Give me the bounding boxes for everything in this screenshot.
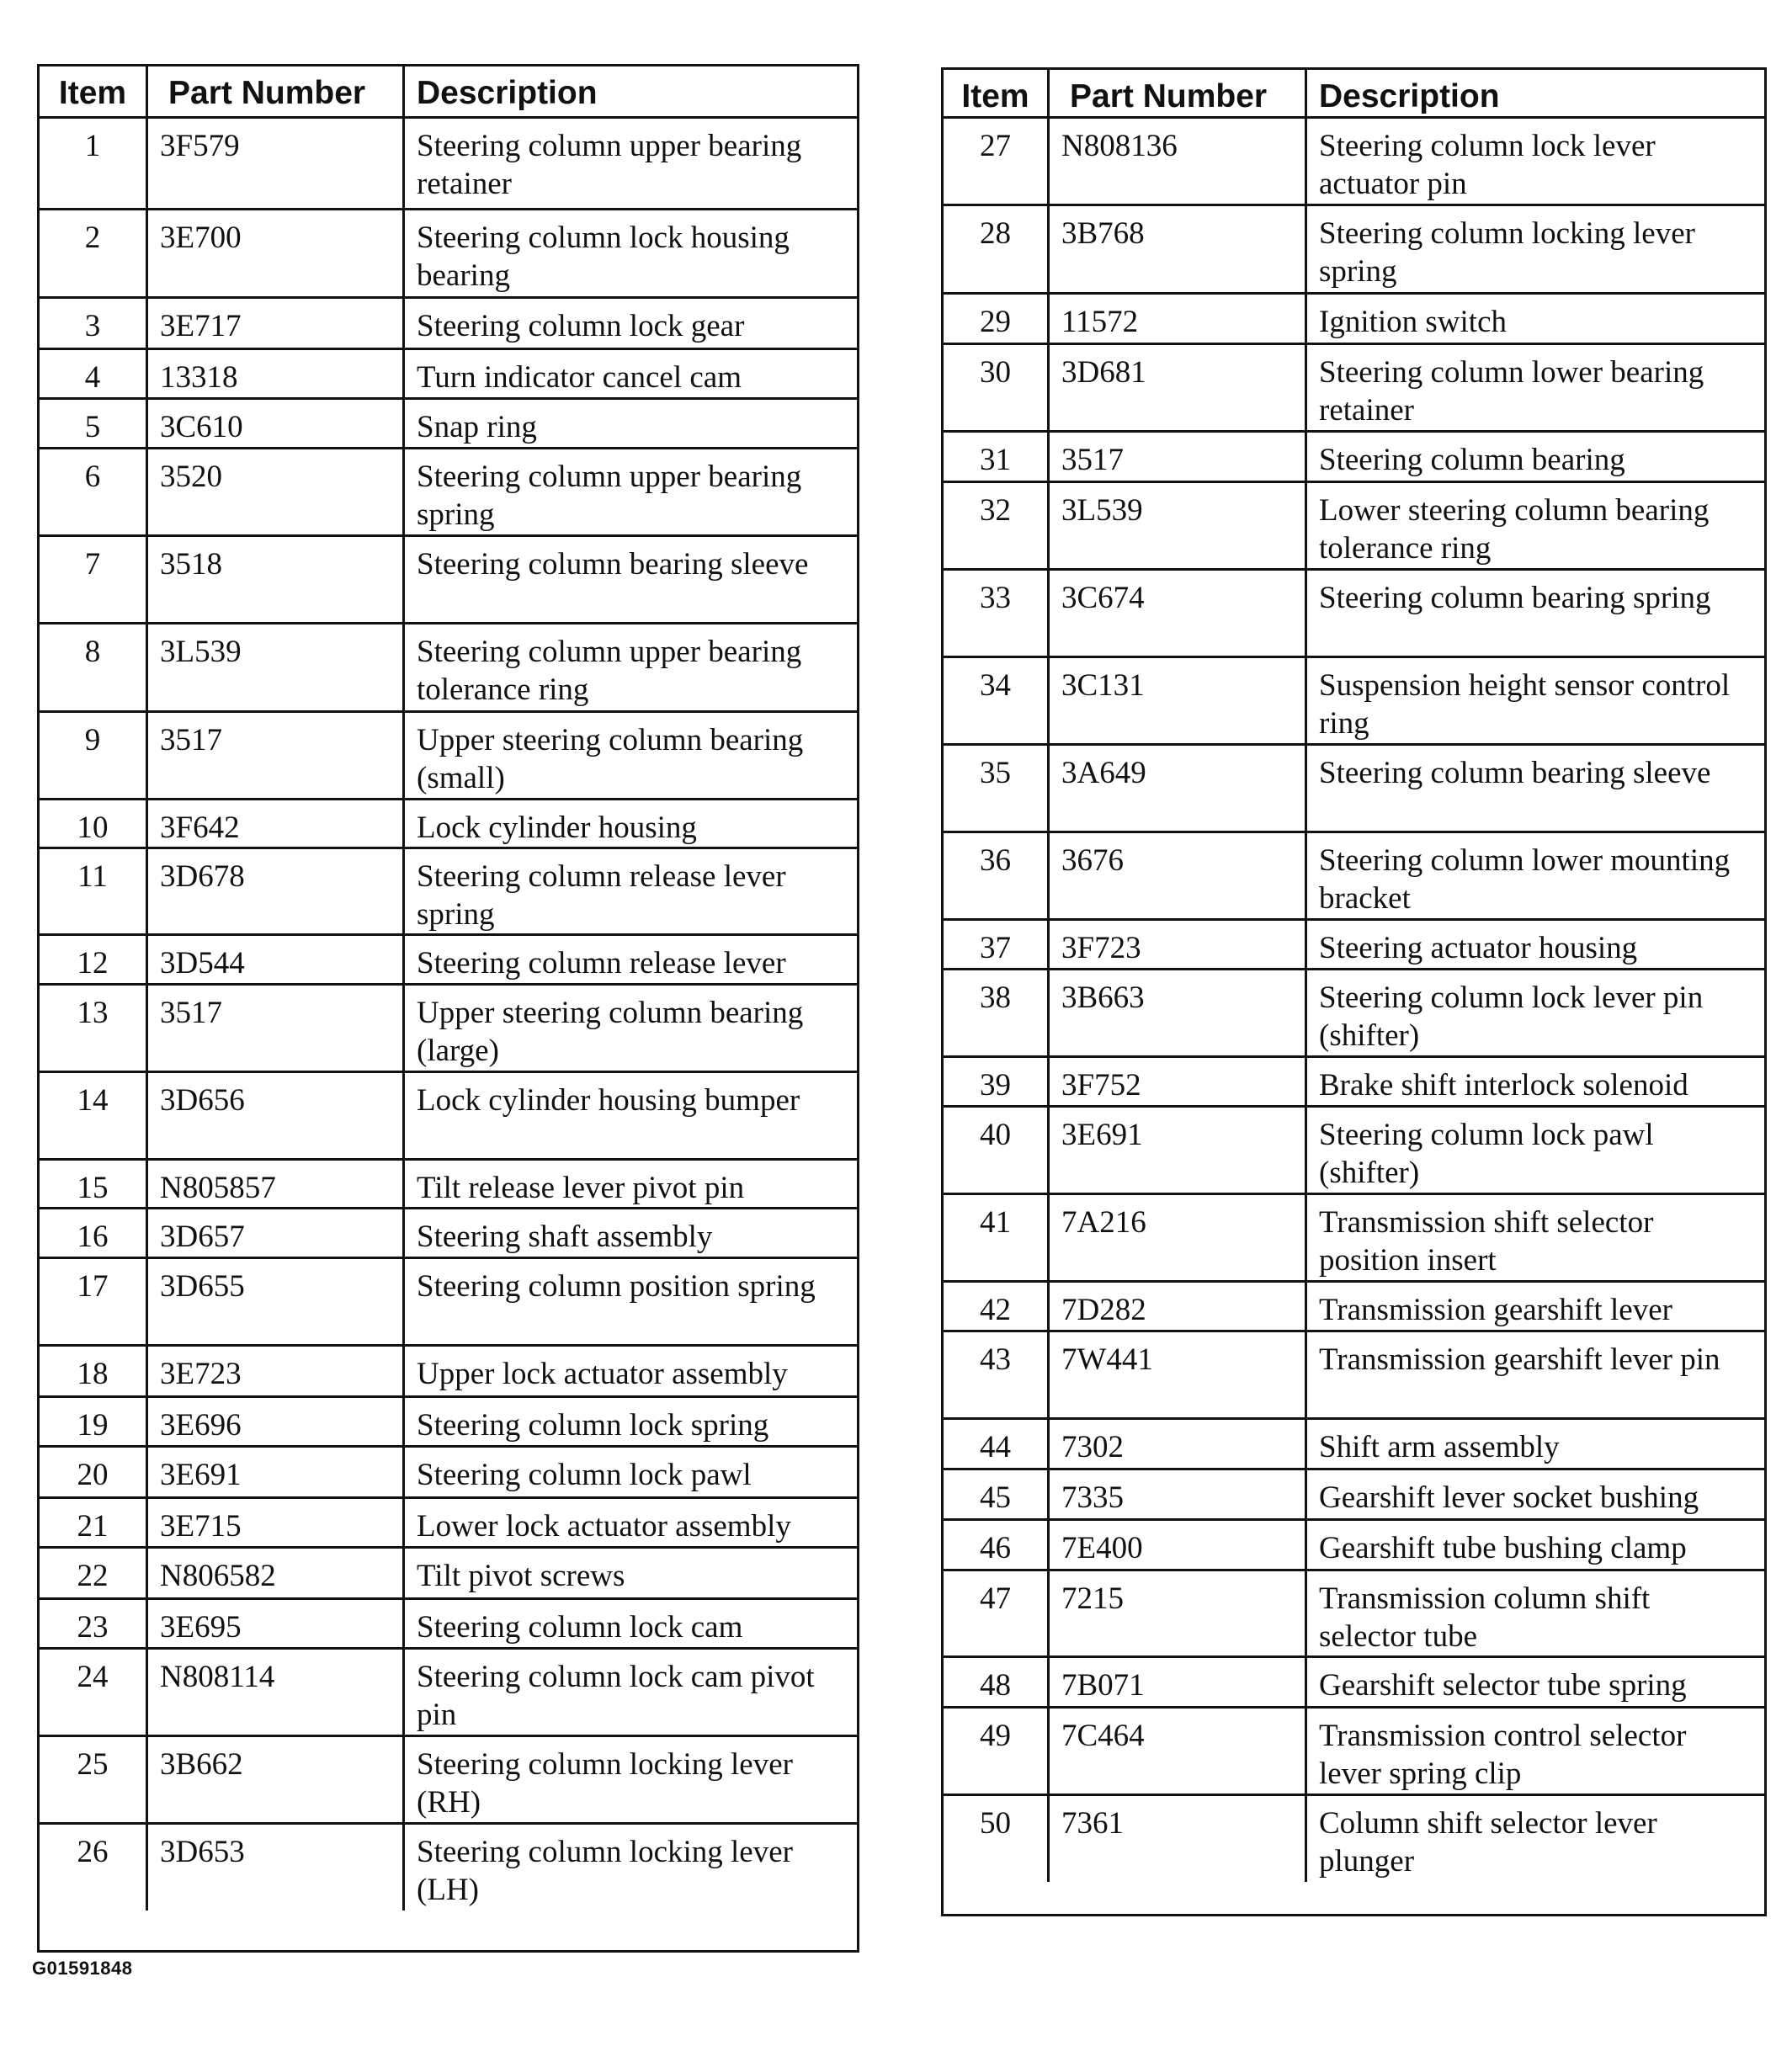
item-number-cell: 50 [944, 1796, 1050, 1882]
part-number-cell: 3D544 [148, 936, 405, 986]
part-number-cell: 7D282 [1050, 1283, 1307, 1332]
part-number-cell: 3L539 [1050, 483, 1307, 571]
description-cell: Steering column locking lever (RH) [405, 1737, 857, 1825]
description-cell: Steering column bearing spring [1307, 571, 1764, 658]
part-number-cell: 3F723 [1050, 921, 1307, 970]
description-cell: Tilt pivot screws [405, 1549, 857, 1600]
description-cell: Steering column lock spring [405, 1398, 857, 1448]
description-cell: Steering column upper bearing retainer [405, 119, 857, 210]
part-number-cell: 7335 [1050, 1470, 1307, 1521]
part-number-cell: N808114 [148, 1650, 405, 1737]
part-number-cell: 3C131 [1050, 658, 1307, 746]
item-number-cell: 25 [40, 1737, 148, 1825]
item-number-cell: 47 [944, 1571, 1050, 1658]
item-number-cell: 20 [40, 1448, 148, 1499]
description-cell: Lock cylinder housing bumper [405, 1073, 857, 1161]
item-number-cell: 36 [944, 833, 1050, 921]
description-cell: Steering column lower mounting bracket [1307, 833, 1764, 921]
part-number-cell: 13318 [148, 350, 405, 400]
part-number-cell: 7361 [1050, 1796, 1307, 1882]
part-number-cell: 7215 [1050, 1571, 1307, 1658]
part-number-cell: 3D656 [148, 1073, 405, 1161]
item-number-cell: 16 [40, 1209, 148, 1259]
header-item: Item [944, 70, 1050, 119]
description-cell: Steering column bearing sleeve [405, 537, 857, 624]
description-cell: Upper steering column bearing (small) [405, 713, 857, 800]
part-number-cell: 3A649 [1050, 746, 1307, 833]
figure-id: G01591848 [32, 1958, 133, 1979]
item-number-cell: 42 [944, 1283, 1050, 1332]
description-cell: Steering column lock pawl [405, 1448, 857, 1499]
part-number-cell: 3D681 [1050, 345, 1307, 433]
item-number-cell: 9 [40, 713, 148, 800]
item-number-cell: 38 [944, 970, 1050, 1058]
part-number-cell: 3517 [148, 713, 405, 800]
part-number-cell: 3E696 [148, 1398, 405, 1448]
item-number-cell: 44 [944, 1420, 1050, 1470]
part-number-cell: 3520 [148, 449, 405, 537]
item-number-cell: 33 [944, 571, 1050, 658]
description-cell: Steering column lock housing bearing [405, 210, 857, 299]
description-cell: Steering column lock lever actuator pin [1307, 119, 1764, 206]
description-cell: Steering column bearing sleeve [1307, 746, 1764, 833]
part-number-cell: 3D657 [148, 1209, 405, 1259]
description-cell: Steering column upper bearing spring [405, 449, 857, 537]
item-number-cell: 39 [944, 1058, 1050, 1108]
description-cell: Lower steering column bearing tolerance ring [1307, 483, 1764, 571]
description-cell: Transmission gearshift lever [1307, 1283, 1764, 1332]
item-number-cell: 26 [40, 1825, 148, 1910]
header-description: Description [405, 66, 857, 119]
description-cell: Steering column lock pawl (shifter) [1307, 1108, 1764, 1195]
part-number-cell: 7302 [1050, 1420, 1307, 1470]
part-number-cell: 3C674 [1050, 571, 1307, 658]
item-number-cell: 14 [40, 1073, 148, 1161]
description-cell: Steering column release lever [405, 936, 857, 986]
item-number-cell: 7 [40, 537, 148, 624]
part-number-cell: 3D653 [148, 1825, 405, 1910]
item-number-cell: 12 [40, 936, 148, 986]
item-number-cell: 45 [944, 1470, 1050, 1521]
part-number-cell: 3E691 [148, 1448, 405, 1499]
part-number-cell: N805857 [148, 1161, 405, 1209]
description-cell: Steering column upper bearing tolerance ring [405, 624, 857, 713]
description-cell: Steering actuator housing [1307, 921, 1764, 970]
item-number-cell: 28 [944, 206, 1050, 295]
item-number-cell: 35 [944, 746, 1050, 833]
part-number-cell: 7A216 [1050, 1195, 1307, 1283]
part-number-cell: 3B663 [1050, 970, 1307, 1058]
description-cell: Steering column locking lever spring [1307, 206, 1764, 295]
item-number-cell: 2 [40, 210, 148, 299]
item-number-cell: 1 [40, 119, 148, 210]
part-number-cell: 3L539 [148, 624, 405, 713]
item-number-cell: 18 [40, 1347, 148, 1398]
part-number-cell: 3517 [1050, 433, 1307, 483]
item-number-cell: 37 [944, 921, 1050, 970]
item-number-cell: 30 [944, 345, 1050, 433]
item-number-cell: 6 [40, 449, 148, 537]
item-number-cell: 41 [944, 1195, 1050, 1283]
part-number-cell: 3517 [148, 986, 405, 1073]
part-number-cell: 3B768 [1050, 206, 1307, 295]
item-number-cell: 4 [40, 350, 148, 400]
header-part-number: Part Number [1050, 70, 1307, 119]
part-number-cell: 3E717 [148, 299, 405, 350]
item-number-cell: 34 [944, 658, 1050, 746]
parts-table-right [941, 67, 1767, 1916]
part-number-cell: 3B662 [148, 1737, 405, 1825]
part-number-cell: 3C610 [148, 400, 405, 449]
item-number-cell: 29 [944, 295, 1050, 345]
part-number-cell: N806582 [148, 1549, 405, 1600]
part-number-cell: 7E400 [1050, 1521, 1307, 1571]
item-number-cell: 43 [944, 1332, 1050, 1420]
description-cell: Steering column lock cam pivot pin [405, 1650, 857, 1737]
description-cell: Column shift selector lever plunger [1319, 1806, 1657, 1879]
header-item: Item [40, 66, 148, 119]
description-cell: Steering column position spring [405, 1259, 857, 1347]
item-number-cell: 8 [40, 624, 148, 713]
description-cell: Steering column bearing [1307, 433, 1764, 483]
description-cell: Transmission gearshift lever pin [1307, 1332, 1764, 1420]
description-cell: Transmission control selector lever spring clip [1307, 1709, 1764, 1796]
part-number-cell: 11572 [1050, 295, 1307, 345]
item-number-cell: 5 [40, 400, 148, 449]
parts-table-left [37, 64, 859, 1953]
item-number-cell: 27 [944, 119, 1050, 206]
description-cell: Tilt release lever pivot pin [405, 1161, 857, 1209]
item-number-cell: 40 [944, 1108, 1050, 1195]
item-number-cell: 17 [40, 1259, 148, 1347]
description-cell: Brake shift interlock solenoid [1307, 1058, 1764, 1108]
description-cell: Steering shaft assembly [405, 1209, 857, 1259]
part-number-cell: 3F752 [1050, 1058, 1307, 1108]
description-cell: Turn indicator cancel cam [405, 350, 857, 400]
description-cell: Shift arm assembly [1307, 1420, 1764, 1470]
description-cell: Ignition switch [1307, 295, 1764, 345]
part-number-cell: N808136 [1050, 119, 1307, 206]
item-number-cell: 11 [40, 849, 148, 936]
item-number-cell: 10 [40, 800, 148, 849]
description-cell: Steering column lock gear [405, 299, 857, 350]
item-number-cell: 46 [944, 1521, 1050, 1571]
item-number-cell: 19 [40, 1398, 148, 1448]
item-number-cell: 49 [944, 1709, 1050, 1796]
header-part-number: Part Number [148, 66, 405, 119]
part-number-cell: 7B071 [1050, 1658, 1307, 1709]
item-number-cell: 21 [40, 1499, 148, 1549]
item-number-cell: 3 [40, 299, 148, 350]
description-cell: Gearshift selector tube spring [1307, 1658, 1764, 1709]
description-cell: Steering column locking lever (LH) [417, 1835, 793, 1907]
part-number-cell: 3676 [1050, 833, 1307, 921]
description-cell: Steering column lock cam [405, 1600, 857, 1650]
item-number-cell: 15 [40, 1161, 148, 1209]
part-number-cell: 3518 [148, 537, 405, 624]
item-number-cell: 22 [40, 1549, 148, 1600]
item-number-cell: 31 [944, 433, 1050, 483]
part-number-cell: 3E695 [148, 1600, 405, 1650]
item-number-cell: 23 [40, 1600, 148, 1650]
part-number-cell: 3F579 [148, 119, 405, 210]
item-number-cell: 32 [944, 483, 1050, 571]
part-number-cell: 7W441 [1050, 1332, 1307, 1420]
part-number-cell: 3E691 [1050, 1108, 1307, 1195]
description-cell: Steering column lower bearing retainer [1307, 345, 1764, 433]
part-number-cell: 3E715 [148, 1499, 405, 1549]
part-number-cell: 3D655 [148, 1259, 405, 1347]
description-cell: Steering column release lever spring [405, 849, 857, 936]
description-cell: Gearshift lever socket bushing [1307, 1470, 1764, 1521]
description-cell: Steering column lock lever pin (shifter) [1307, 970, 1764, 1058]
description-cell: Upper steering column bearing (large) [405, 986, 857, 1073]
item-number-cell: 48 [944, 1658, 1050, 1709]
item-number-cell: 13 [40, 986, 148, 1073]
description-cell: Transmission column shift selector tube [1307, 1571, 1764, 1658]
header-description: Description [1307, 70, 1764, 119]
item-number-cell: 24 [40, 1650, 148, 1737]
part-number-cell: 3E700 [148, 210, 405, 299]
description-cell: Snap ring [405, 400, 857, 449]
description-cell: Lock cylinder housing [405, 800, 857, 849]
description-cell: Upper lock actuator assembly [405, 1347, 857, 1398]
description-cell: Gearshift tube bushing clamp [1307, 1521, 1764, 1571]
part-number-cell: 3F642 [148, 800, 405, 849]
part-number-cell: 3E723 [148, 1347, 405, 1398]
part-number-cell: 7C464 [1050, 1709, 1307, 1796]
description-cell: Transmission shift selector position insert [1307, 1195, 1764, 1283]
description-cell: Suspension height sensor control ring [1307, 658, 1764, 746]
part-number-cell: 3D678 [148, 849, 405, 936]
description-cell: Lower lock actuator assembly [405, 1499, 857, 1549]
